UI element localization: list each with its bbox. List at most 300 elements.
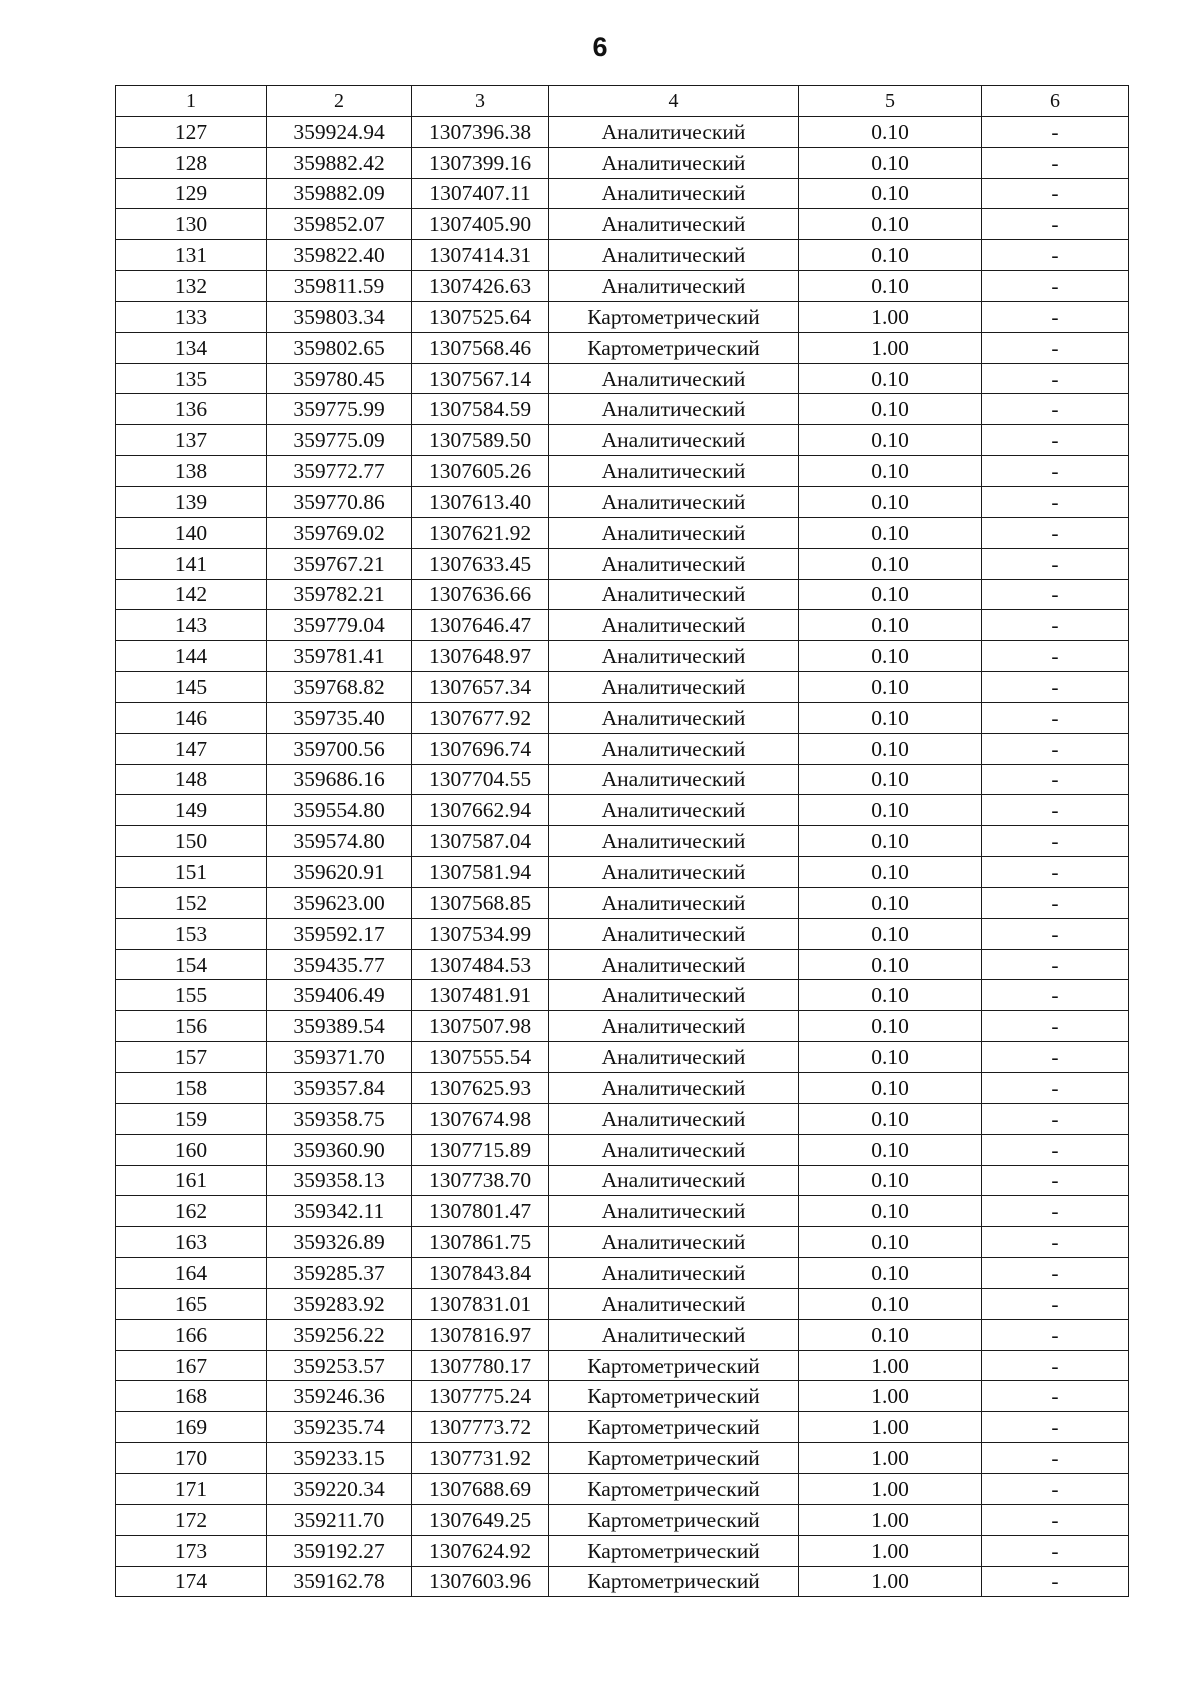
description-cell: - [982,240,1129,271]
table-row [116,116,1129,147]
y-coordinate-cell: 1307649.25 [412,1504,549,1535]
table-row [116,1042,1129,1073]
table-row [116,1134,1129,1165]
method-cell: Аналитический [549,980,799,1011]
precision-cell: 1.00 [799,1443,982,1474]
method-cell: Аналитический [549,363,799,394]
method-cell: Аналитический [549,579,799,610]
precision-cell: 1.00 [799,1566,982,1597]
description-cell: - [982,486,1129,517]
x-coordinate-cell: 359283.92 [267,1288,412,1319]
x-coordinate-cell: 359802.65 [267,332,412,363]
description-cell: - [982,394,1129,425]
method-cell: Картометрический [549,332,799,363]
table-row [116,486,1129,517]
column-header-4: 4 [549,86,799,117]
method-cell: Аналитический [549,826,799,857]
table-row [116,672,1129,703]
method-cell: Аналитический [549,1011,799,1042]
method-cell: Аналитический [549,795,799,826]
y-coordinate-cell: 1307507.98 [412,1011,549,1042]
point-number-cell: 140 [116,517,267,548]
table-row [116,949,1129,980]
description-cell: - [982,1350,1129,1381]
method-cell: Аналитический [549,271,799,302]
page-number: 6 [592,32,608,62]
precision-cell: 0.10 [799,1258,982,1289]
y-coordinate-cell: 1307534.99 [412,918,549,949]
table-header-row [116,86,1129,117]
precision-cell: 1.00 [799,301,982,332]
precision-cell: 1.00 [799,1381,982,1412]
precision-cell: 0.10 [799,1288,982,1319]
x-coordinate-cell: 359246.36 [267,1381,412,1412]
table-row [116,394,1129,425]
method-cell: Аналитический [549,425,799,456]
point-number-cell: 161 [116,1165,267,1196]
point-number-cell: 146 [116,702,267,733]
table-body [116,116,1129,1597]
method-cell: Аналитический [549,1288,799,1319]
point-number-cell: 152 [116,887,267,918]
column-header-5: 5 [799,86,982,117]
x-coordinate-cell: 359811.59 [267,271,412,302]
table-row [116,1258,1129,1289]
point-number-cell: 145 [116,672,267,703]
y-coordinate-cell: 1307568.85 [412,887,549,918]
x-coordinate-cell: 359235.74 [267,1412,412,1443]
y-coordinate-cell: 1307674.98 [412,1103,549,1134]
y-coordinate-cell: 1307646.47 [412,610,549,641]
precision-cell: 0.10 [799,1073,982,1104]
description-cell: - [982,1196,1129,1227]
coordinates-table [115,85,1129,1597]
precision-cell: 0.10 [799,764,982,795]
x-coordinate-cell: 359357.84 [267,1073,412,1104]
point-number-cell: 138 [116,456,267,487]
precision-cell: 0.10 [799,548,982,579]
table-row [116,918,1129,949]
y-coordinate-cell: 1307636.66 [412,579,549,610]
method-cell: Аналитический [549,1227,799,1258]
point-number-cell: 150 [116,826,267,857]
precision-cell: 0.10 [799,795,982,826]
description-cell: - [982,116,1129,147]
precision-cell: 0.10 [799,271,982,302]
description-cell: - [982,1319,1129,1350]
x-coordinate-cell: 359780.45 [267,363,412,394]
x-coordinate-cell: 359767.21 [267,548,412,579]
table-row [116,610,1129,641]
y-coordinate-cell: 1307407.11 [412,178,549,209]
table-row [116,579,1129,610]
x-coordinate-cell: 359220.34 [267,1473,412,1504]
y-coordinate-cell: 1307773.72 [412,1412,549,1443]
description-cell: - [982,209,1129,240]
point-number-cell: 156 [116,1011,267,1042]
method-cell: Аналитический [549,1042,799,1073]
column-header-3: 3 [412,86,549,117]
y-coordinate-cell: 1307677.92 [412,702,549,733]
x-coordinate-cell: 359256.22 [267,1319,412,1350]
method-cell: Аналитический [549,887,799,918]
table-row [116,641,1129,672]
method-cell: Аналитический [549,764,799,795]
x-coordinate-cell: 359924.94 [267,116,412,147]
point-number-cell: 170 [116,1443,267,1474]
y-coordinate-cell: 1307775.24 [412,1381,549,1412]
method-cell: Аналитический [549,733,799,764]
method-cell: Картометрический [549,1412,799,1443]
y-coordinate-cell: 1307613.40 [412,486,549,517]
description-cell: - [982,887,1129,918]
description-cell: - [982,1227,1129,1258]
y-coordinate-cell: 1307657.34 [412,672,549,703]
precision-cell: 0.10 [799,486,982,517]
method-cell: Аналитический [549,1103,799,1134]
x-coordinate-cell: 359781.41 [267,641,412,672]
table-row [116,209,1129,240]
table-row [116,857,1129,888]
precision-cell: 0.10 [799,1011,982,1042]
point-number-cell: 163 [116,1227,267,1258]
y-coordinate-cell: 1307584.59 [412,394,549,425]
y-coordinate-cell: 1307648.97 [412,641,549,672]
x-coordinate-cell: 359769.02 [267,517,412,548]
y-coordinate-cell: 1307831.01 [412,1288,549,1319]
description-cell: - [982,949,1129,980]
point-number-cell: 171 [116,1473,267,1504]
precision-cell: 1.00 [799,1473,982,1504]
x-coordinate-cell: 359775.99 [267,394,412,425]
point-number-cell: 164 [116,1258,267,1289]
table-row [116,363,1129,394]
x-coordinate-cell: 359358.13 [267,1165,412,1196]
table-row [116,1319,1129,1350]
precision-cell: 0.10 [799,980,982,1011]
y-coordinate-cell: 1307484.53 [412,949,549,980]
description-cell: - [982,332,1129,363]
table-row [116,548,1129,579]
point-number-cell: 149 [116,795,267,826]
precision-cell: 0.10 [799,918,982,949]
y-coordinate-cell: 1307589.50 [412,425,549,456]
table-row [116,1011,1129,1042]
y-coordinate-cell: 1307567.14 [412,363,549,394]
y-coordinate-cell: 1307587.04 [412,826,549,857]
point-number-cell: 153 [116,918,267,949]
table-row [116,733,1129,764]
description-cell: - [982,147,1129,178]
point-number-cell: 147 [116,733,267,764]
method-cell: Аналитический [549,209,799,240]
description-cell: - [982,1258,1129,1289]
precision-cell: 1.00 [799,1535,982,1566]
y-coordinate-cell: 1307426.63 [412,271,549,302]
description-cell: - [982,1134,1129,1165]
method-cell: Аналитический [549,1258,799,1289]
description-cell: - [982,178,1129,209]
point-number-cell: 157 [116,1042,267,1073]
x-coordinate-cell: 359772.77 [267,456,412,487]
description-cell: - [982,733,1129,764]
x-coordinate-cell: 359700.56 [267,733,412,764]
table-row [116,764,1129,795]
precision-cell: 0.10 [799,702,982,733]
x-coordinate-cell: 359406.49 [267,980,412,1011]
table-row [116,1381,1129,1412]
table-row [116,517,1129,548]
point-number-cell: 155 [116,980,267,1011]
precision-cell: 0.10 [799,209,982,240]
point-number-cell: 137 [116,425,267,456]
method-cell: Аналитический [549,240,799,271]
method-cell: Аналитический [549,1134,799,1165]
table-row [116,1350,1129,1381]
y-coordinate-cell: 1307633.45 [412,548,549,579]
point-number-cell: 129 [116,178,267,209]
method-cell: Аналитический [549,456,799,487]
x-coordinate-cell: 359620.91 [267,857,412,888]
y-coordinate-cell: 1307399.16 [412,147,549,178]
y-coordinate-cell: 1307843.84 [412,1258,549,1289]
table-row [116,332,1129,363]
table-row [116,1443,1129,1474]
table-row [116,271,1129,302]
column-header-1: 1 [116,86,267,117]
precision-cell: 0.10 [799,116,982,147]
table-row [116,1165,1129,1196]
description-cell: - [982,641,1129,672]
x-coordinate-cell: 359358.75 [267,1103,412,1134]
table-row [116,980,1129,1011]
table-row [116,1288,1129,1319]
precision-cell: 0.10 [799,517,982,548]
point-number-cell: 132 [116,271,267,302]
precision-cell: 0.10 [799,1134,982,1165]
x-coordinate-cell: 359882.42 [267,147,412,178]
point-number-cell: 141 [116,548,267,579]
point-number-cell: 127 [116,116,267,147]
table-row [116,240,1129,271]
method-cell: Аналитический [549,1196,799,1227]
method-cell: Аналитический [549,394,799,425]
point-number-cell: 173 [116,1535,267,1566]
y-coordinate-cell: 1307625.93 [412,1073,549,1104]
description-cell: - [982,1103,1129,1134]
point-number-cell: 160 [116,1134,267,1165]
x-coordinate-cell: 359162.78 [267,1566,412,1597]
description-cell: - [982,610,1129,641]
description-cell: - [982,1566,1129,1597]
column-header-6: 6 [982,86,1129,117]
precision-cell: 0.10 [799,610,982,641]
description-cell: - [982,826,1129,857]
precision-cell: 0.10 [799,1319,982,1350]
y-coordinate-cell: 1307816.97 [412,1319,549,1350]
description-cell: - [982,918,1129,949]
precision-cell: 0.10 [799,672,982,703]
x-coordinate-cell: 359253.57 [267,1350,412,1381]
precision-cell: 0.10 [799,1165,982,1196]
y-coordinate-cell: 1307414.31 [412,240,549,271]
table-row [116,1412,1129,1443]
description-cell: - [982,548,1129,579]
y-coordinate-cell: 1307715.89 [412,1134,549,1165]
table-row [116,147,1129,178]
description-cell: - [982,579,1129,610]
point-number-cell: 158 [116,1073,267,1104]
point-number-cell: 167 [116,1350,267,1381]
method-cell: Аналитический [549,1165,799,1196]
y-coordinate-cell: 1307581.94 [412,857,549,888]
description-cell: - [982,764,1129,795]
description-cell: - [982,1443,1129,1474]
precision-cell: 0.10 [799,1227,982,1258]
method-cell: Картометрический [549,1566,799,1597]
description-cell: - [982,1473,1129,1504]
method-cell: Картометрический [549,1350,799,1381]
table-row [116,1535,1129,1566]
description-cell: - [982,672,1129,703]
description-cell: - [982,517,1129,548]
table-row [116,1227,1129,1258]
point-number-cell: 131 [116,240,267,271]
method-cell: Аналитический [549,178,799,209]
y-coordinate-cell: 1307662.94 [412,795,549,826]
x-coordinate-cell: 359803.34 [267,301,412,332]
y-coordinate-cell: 1307555.54 [412,1042,549,1073]
table-row [116,1073,1129,1104]
table-row [116,1196,1129,1227]
precision-cell: 0.10 [799,1196,982,1227]
x-coordinate-cell: 359554.80 [267,795,412,826]
description-cell: - [982,363,1129,394]
description-cell: - [982,425,1129,456]
y-coordinate-cell: 1307525.64 [412,301,549,332]
precision-cell: 0.10 [799,240,982,271]
method-cell: Аналитический [549,702,799,733]
point-number-cell: 165 [116,1288,267,1319]
x-coordinate-cell: 359435.77 [267,949,412,980]
x-coordinate-cell: 359371.70 [267,1042,412,1073]
table-row [116,1103,1129,1134]
point-number-cell: 162 [116,1196,267,1227]
x-coordinate-cell: 359768.82 [267,672,412,703]
description-cell: - [982,857,1129,888]
method-cell: Аналитический [549,672,799,703]
precision-cell: 0.10 [799,363,982,394]
x-coordinate-cell: 359592.17 [267,918,412,949]
y-coordinate-cell: 1307688.69 [412,1473,549,1504]
method-cell: Аналитический [549,147,799,178]
description-cell: - [982,1288,1129,1319]
table-row [116,456,1129,487]
point-number-cell: 134 [116,332,267,363]
method-cell: Аналитический [549,486,799,517]
method-cell: Картометрический [549,1504,799,1535]
table-row [116,702,1129,733]
method-cell: Картометрический [549,1535,799,1566]
description-cell: - [982,1165,1129,1196]
method-cell: Картометрический [549,1473,799,1504]
y-coordinate-cell: 1307624.92 [412,1535,549,1566]
point-number-cell: 166 [116,1319,267,1350]
method-cell: Картометрический [549,1381,799,1412]
point-number-cell: 168 [116,1381,267,1412]
point-number-cell: 130 [116,209,267,240]
x-coordinate-cell: 359686.16 [267,764,412,795]
y-coordinate-cell: 1307605.26 [412,456,549,487]
table-row [116,1473,1129,1504]
precision-cell: 1.00 [799,1504,982,1535]
x-coordinate-cell: 359574.80 [267,826,412,857]
description-cell: - [982,795,1129,826]
precision-cell: 1.00 [799,332,982,363]
description-cell: - [982,1073,1129,1104]
x-coordinate-cell: 359882.09 [267,178,412,209]
description-cell: - [982,1504,1129,1535]
precision-cell: 0.10 [799,1042,982,1073]
table-row [116,301,1129,332]
precision-cell: 0.10 [799,394,982,425]
point-number-cell: 144 [116,641,267,672]
method-cell: Аналитический [549,1319,799,1350]
table-row [116,178,1129,209]
method-cell: Аналитический [549,610,799,641]
precision-cell: 0.10 [799,887,982,918]
method-cell: Аналитический [549,918,799,949]
x-coordinate-cell: 359326.89 [267,1227,412,1258]
description-cell: - [982,1412,1129,1443]
x-coordinate-cell: 359389.54 [267,1011,412,1042]
description-cell: - [982,1535,1129,1566]
point-number-cell: 151 [116,857,267,888]
y-coordinate-cell: 1307481.91 [412,980,549,1011]
point-number-cell: 128 [116,147,267,178]
y-coordinate-cell: 1307396.38 [412,116,549,147]
point-number-cell: 133 [116,301,267,332]
y-coordinate-cell: 1307603.96 [412,1566,549,1597]
y-coordinate-cell: 1307568.46 [412,332,549,363]
table-row [116,425,1129,456]
x-coordinate-cell: 359233.15 [267,1443,412,1474]
table-row [116,887,1129,918]
y-coordinate-cell: 1307738.70 [412,1165,549,1196]
method-cell: Аналитический [549,857,799,888]
x-coordinate-cell: 359623.00 [267,887,412,918]
precision-cell: 0.10 [799,456,982,487]
precision-cell: 1.00 [799,1412,982,1443]
x-coordinate-cell: 359285.37 [267,1258,412,1289]
x-coordinate-cell: 359342.11 [267,1196,412,1227]
table-row [116,1566,1129,1597]
column-header-2: 2 [267,86,412,117]
table-row [116,795,1129,826]
point-number-cell: 139 [116,486,267,517]
x-coordinate-cell: 359782.21 [267,579,412,610]
description-cell: - [982,456,1129,487]
y-coordinate-cell: 1307696.74 [412,733,549,764]
description-cell: - [982,702,1129,733]
precision-cell: 0.10 [799,641,982,672]
x-coordinate-cell: 359211.70 [267,1504,412,1535]
precision-cell: 0.10 [799,178,982,209]
method-cell: Аналитический [549,517,799,548]
point-number-cell: 174 [116,1566,267,1597]
x-coordinate-cell: 359822.40 [267,240,412,271]
y-coordinate-cell: 1307621.92 [412,517,549,548]
